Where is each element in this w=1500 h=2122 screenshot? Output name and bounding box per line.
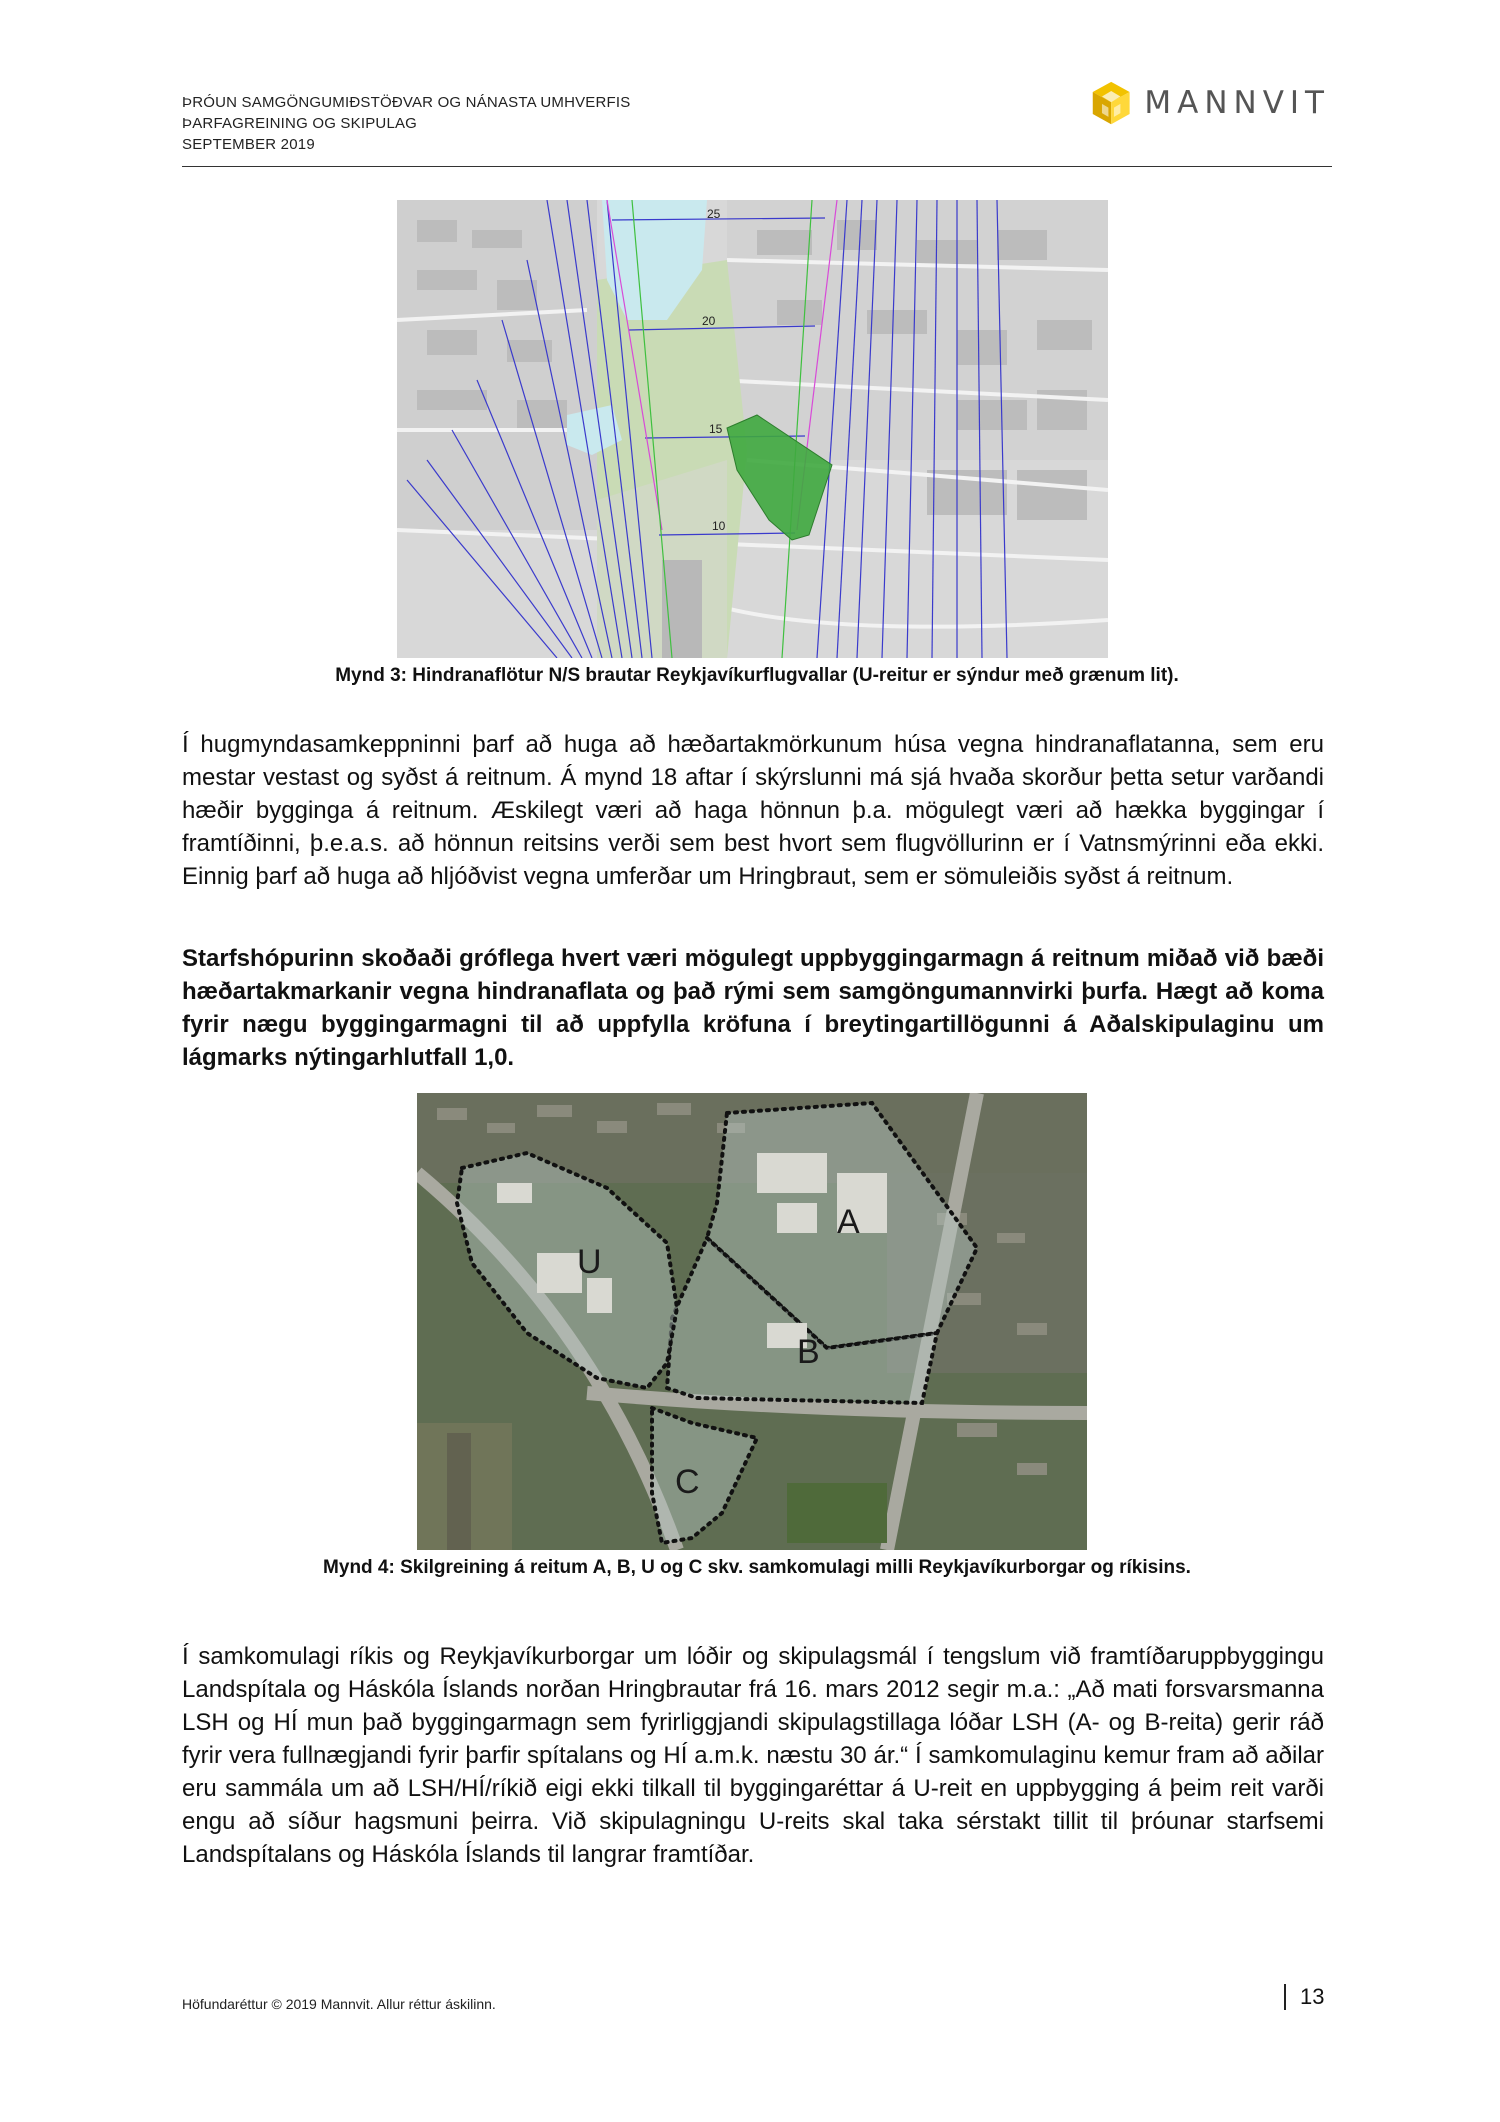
contour-label-25: 25 <box>707 207 721 221</box>
footer-copyright: Höfundaréttur © 2019 Mannvit. Allur réttur áskilinn. <box>182 1996 496 2012</box>
figure2-caption: Mynd 4: Skilgreining á reitum A, B, U og C skv. samkomulagi milli Reykjavíkurborgar og ríkisins. <box>323 1557 1191 1578</box>
header-date: SEPTEMBER 2019 <box>182 136 315 153</box>
contour-label-20: 20 <box>702 314 716 328</box>
area-definition-aerial <box>417 1093 1087 1550</box>
mannvit-logo <box>1090 78 1330 128</box>
paragraph-height-limits: Í hugmyndasamkeppninni þarf að huga að hæðartakmörkunum húsa vegna hindranaflatanna, sem eru mestar vestast og syðst á reitnum. Á mynd 18 aftar í skýrslunni má sjá hvaða skorður þetta setur varðandi hæðir bygginga á reitnum. Æskilegt væri að haga hönnun þ.a. mögulegt væri að hækka byggingar í framtíðinni, þ.e.a.s. að hönnun reitsins verði sem best hvort sem flugvöllurinn er í Vatnsmýrinni eða ekki. Einnig þarf að huga að hljóðvist vegna umferðar um Hringbraut, sem er sömuleiðis syðst á reitnum. <box>182 731 1324 890</box>
area-label-c: C <box>675 1463 700 1501</box>
figure1-caption: Mynd 3: Hindranaflötur N/S brautar Reykjavíkurflugvallar (U-reitur er sýndur með grænum lit). <box>335 665 1179 686</box>
header-subtitle: ÞARFAGREINING OG SKIPULAG <box>182 115 418 132</box>
header-title: ÞRÓUN SAMGÖNGUMIÐSTÖÐVAR OG NÁNASTA UMHVERFIS <box>182 94 631 111</box>
paragraph-working-group: Starfshópurinn skoðaði gróflega hvert væri mögulegt uppbyggingarmagn á reitnum miðað við bæði hæðartakmarkanir vegna hindranaflata og það rými sem samgöngumannvirki þurfa. Hægt að koma fyrir nægu byggingarmagni til að uppfylla kröfuna í breytingartillögunni á Aðalskipulaginu um lágmarks nýtingarhlutfall 1,0. <box>182 945 1324 1071</box>
logo-text: MANNVIT <box>1144 85 1330 121</box>
contour-label-10: 10 <box>712 519 726 533</box>
cube-logo-icon <box>1090 78 1132 128</box>
contour-label-15: 15 <box>709 422 723 436</box>
area-label-u: U <box>577 1243 602 1281</box>
area-label-a: A <box>837 1203 860 1241</box>
paragraph-agreement: Í samkomulagi ríkis og Reykjavíkurborgar um lóðir og skipulagsmál í tengslum við framtíðaruppbyggingu Landspítala og Háskóla Íslands norðan Hringbrautar frá 16. mars 2012 segir m.a.: „Að mati forsvarsmanna LSH og HÍ mun það byggingarmagn sem fyrirliggjandi skipulagstillaga lóðar LSH (A- og B-reita) gerir ráð fyrir vera fullnægjandi fyrir þarfir spítalans og HÍ a.m.k. næstu 30 ár.“ Í samkomulaginu kemur fram að aðilar eru sammála um að LSH/HÍ/ríkið eigi ekki tilkall til byggingaréttar á U-reit en uppbygging á þeim reit varði engu að síður hagsmuni þeirra. Við skipulagningu U-reits skal taka sérstakt tillit til þróunar starfsemi Landspítalans og Háskóla Íslands til langrar framtíðar. <box>182 1643 1324 1868</box>
page-number: 13 <box>1284 1984 1324 2010</box>
header-divider <box>182 166 1332 167</box>
area-label-b: B <box>797 1333 820 1371</box>
obstacle-surface-map <box>397 200 1108 658</box>
